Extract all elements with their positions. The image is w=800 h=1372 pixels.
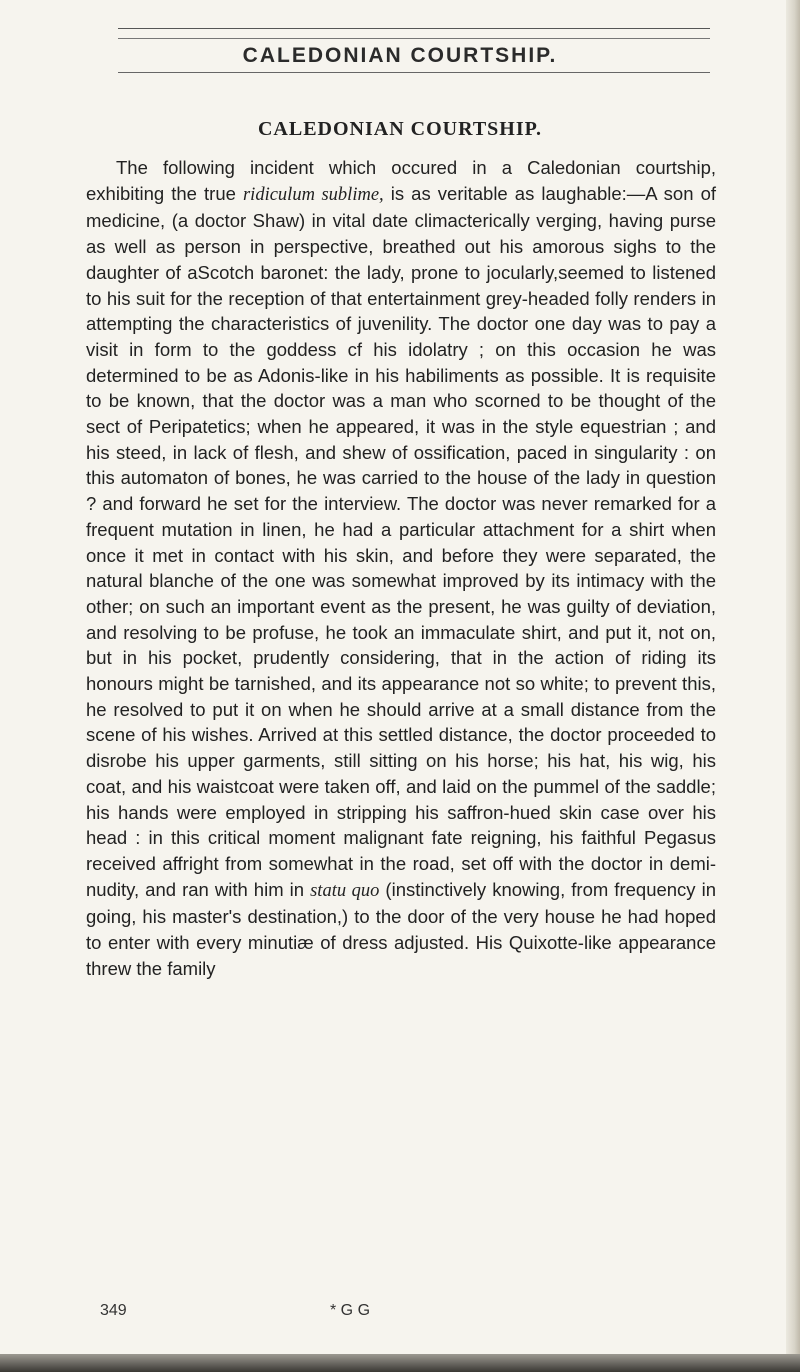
top-rule [118, 28, 710, 29]
page-edge-right [786, 0, 800, 1372]
article-title: CALEDONIAN COURTSHIP. [257, 118, 543, 140]
article-body [86, 155, 716, 982]
article-paragraph [86, 155, 716, 982]
top-rule-second [118, 38, 710, 39]
head-rule [118, 72, 710, 73]
signature-mark: * G G [330, 1302, 371, 1319]
paragraph-italic-2: statu quo [310, 880, 380, 901]
running-head: CALEDONIAN COURTSHIP. [242, 44, 558, 67]
paragraph-text-1: The following incident which occured in a Caledonian courtship, exhibiting the true [86, 157, 716, 204]
page-number: 349 [100, 1302, 127, 1319]
paragraph-text-3: (instinctively knowing, from frequency in going, his master's destination,) to the door of the very house he had hoped to enter with every minutiæ of dress adjusted. His Quixotte-like appearance threw the family [86, 878, 716, 979]
paragraph-text-2: is as veritable as laughable:—A son of medicine, (a doctor Shaw) in vital date climacterically verging, having purse as well as person in perspective, breathed out his amorous sighs to the daughter of aScotch baronet: the lady, prone to jocularly,seemed to listened to his suit for the reception of that entertainment grey-headed folly renders in attempting the characteristics of juvenility. The doctor one day was to pay a visit in form to the goddess cf his idolatry ; on this occasion he was determined to be as Adonis-like in his habiliments as possible. It is requisite to be known, that the doctor was a man who scorned to be thought of the sect of Peripatetics; when he appeared, it was in the style equestrian ; and his steed, in lack of flesh, and shew of ossification, paced in singularity : on this automaton of bones, he was carried to the house of the lady in question ? and forward he set for the interview. The doctor was never remarked for a frequent mutation in linen, he had a particular attachment for a shirt when once it met in contact with his skin, and before they were separated, the natural blanche of the one was somewhat improved by its intimacy with the other; on such an important event as the present, he was guilty of deviation, and resolving to be profuse, he took an immaculate shirt, and put it, not on, but in his pocket, prudently considering, that in the action of riding its honours might be tarnished, and its appearance not so white; to prevent this, he resolved to put it on when he should arrive at a small distance from the scene of his wishes. Arrived at this settled distance, the doctor proceeded to disrobe his upper garments, still sitting on his horse; his hat, his wig, his coat, and his waistcoat were taken off, and laid on the pummel of the saddle; his hands were employed in stripping his saffron-hued skin case over his head : in this critical moment malignant fate reigning, his faithful Pegasus received affright from somewhat in the road, set off with the doctor in demi-nudity, and ran with him in [86, 182, 716, 900]
paragraph-italic-1: ridiculum sublime, [242, 184, 384, 205]
page-edge-bottom [0, 1354, 800, 1372]
